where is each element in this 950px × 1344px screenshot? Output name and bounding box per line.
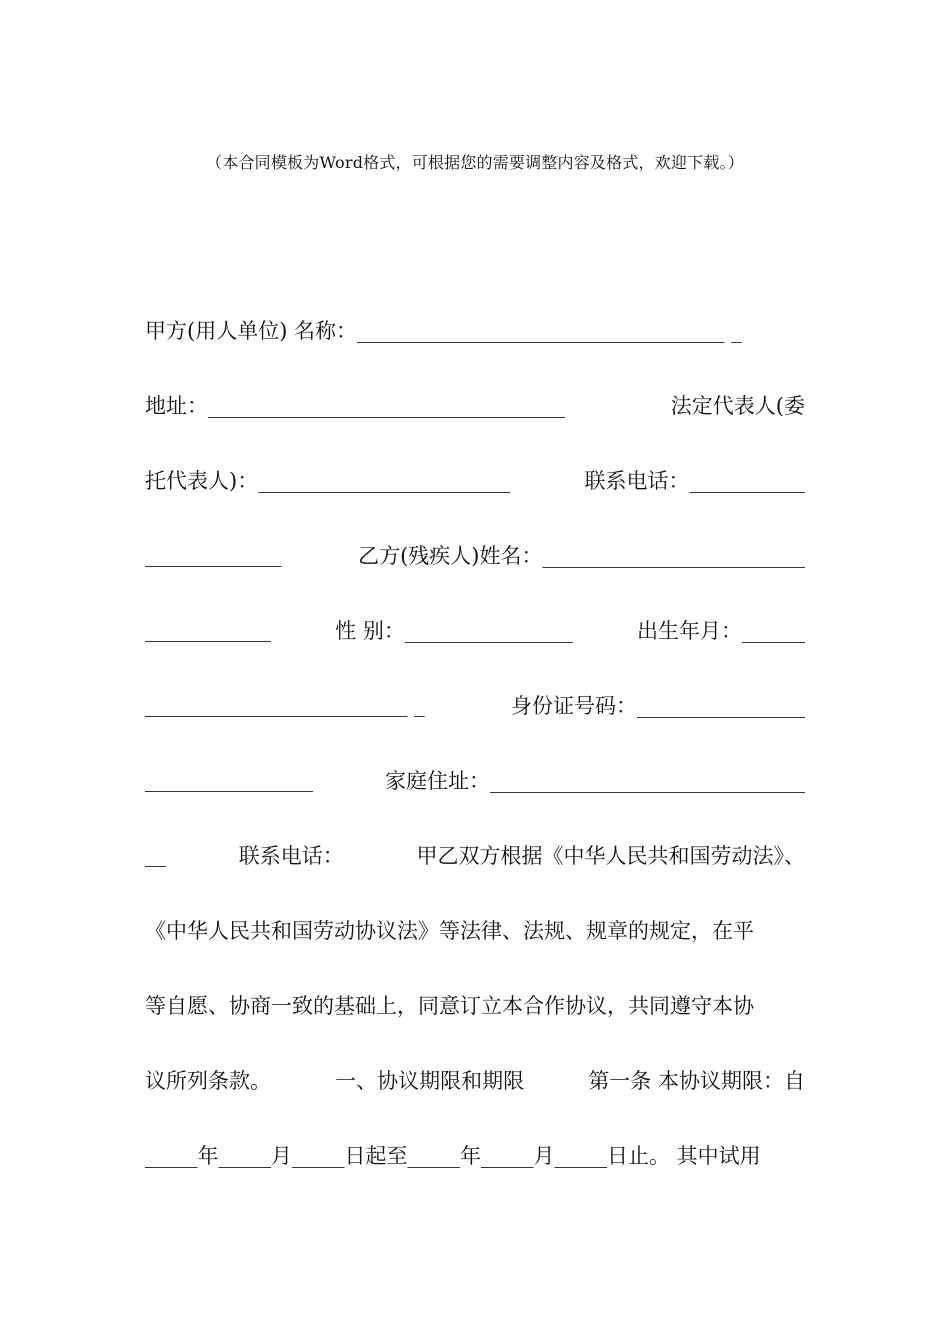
text-segment: 乙方(残疾人)姓名：_________________________ [358, 543, 805, 568]
text-segment: __ [145, 842, 166, 867]
section-heading: 一、协议期限和期限 [335, 1068, 525, 1093]
paragraph-line [145, 967, 805, 1042]
party-b-id-line [145, 667, 805, 742]
text-segment: 《中华人民共和国劳动协议法》等法律、法规、规章的规定，在平 [145, 918, 754, 943]
text-segment: _________________________ _ [145, 692, 425, 717]
party-a-name-line [145, 292, 805, 367]
text-segment: 联系电话：___________ [584, 468, 805, 493]
term-dates-line [145, 1117, 805, 1192]
party-b-phone-line [145, 817, 805, 892]
text-segment: _____年_____月_____日起至_____年_____月_____日止。 其中试用 [145, 1143, 761, 1168]
article-heading-line [145, 1042, 805, 1117]
text-segment: 甲乙双方根据《中华人民共和国劳动法》、 [416, 843, 805, 868]
text-segment: 第一条 本协议期限：自 [588, 1068, 805, 1093]
party-b-gender-birth-line [145, 592, 805, 667]
text-segment: ____________ [145, 617, 271, 642]
text-segment: 甲方(用人单位) 名称：___________________________________ _ [145, 318, 742, 343]
text-segment: _____________ [145, 542, 282, 567]
text-segment: 性 别：________________ [335, 618, 573, 643]
text-segment: 地址：__________________________________ [145, 393, 565, 418]
text-segment: 联系电话： [238, 843, 344, 868]
text-segment: 等自愿、协商一致的基础上，同意订立本合作协议，共同遵守本协 [145, 993, 754, 1018]
text-segment: 托代表人)：________________________ [145, 468, 511, 493]
party-a-representative-line [145, 442, 805, 517]
paragraph-line [145, 892, 805, 967]
text-segment: 身份证号码：________________ [511, 693, 805, 718]
party-a-address-line [145, 367, 805, 442]
text-segment: 议所列条款。 [145, 1068, 271, 1093]
text-segment: ________________ [145, 767, 313, 792]
contract-body [145, 292, 805, 1192]
party-b-address-line [145, 742, 805, 817]
text-segment: 出生年月：______ [637, 618, 805, 643]
text-segment: 法定代表人(委 [670, 393, 805, 418]
template-notice: （本合同模板为Word格式，可根据您的需要调整内容及格式，欢迎下载。） [206, 153, 744, 172]
party-b-name-line [145, 517, 805, 592]
text-segment: 家庭住址：______________________________ [385, 768, 805, 793]
